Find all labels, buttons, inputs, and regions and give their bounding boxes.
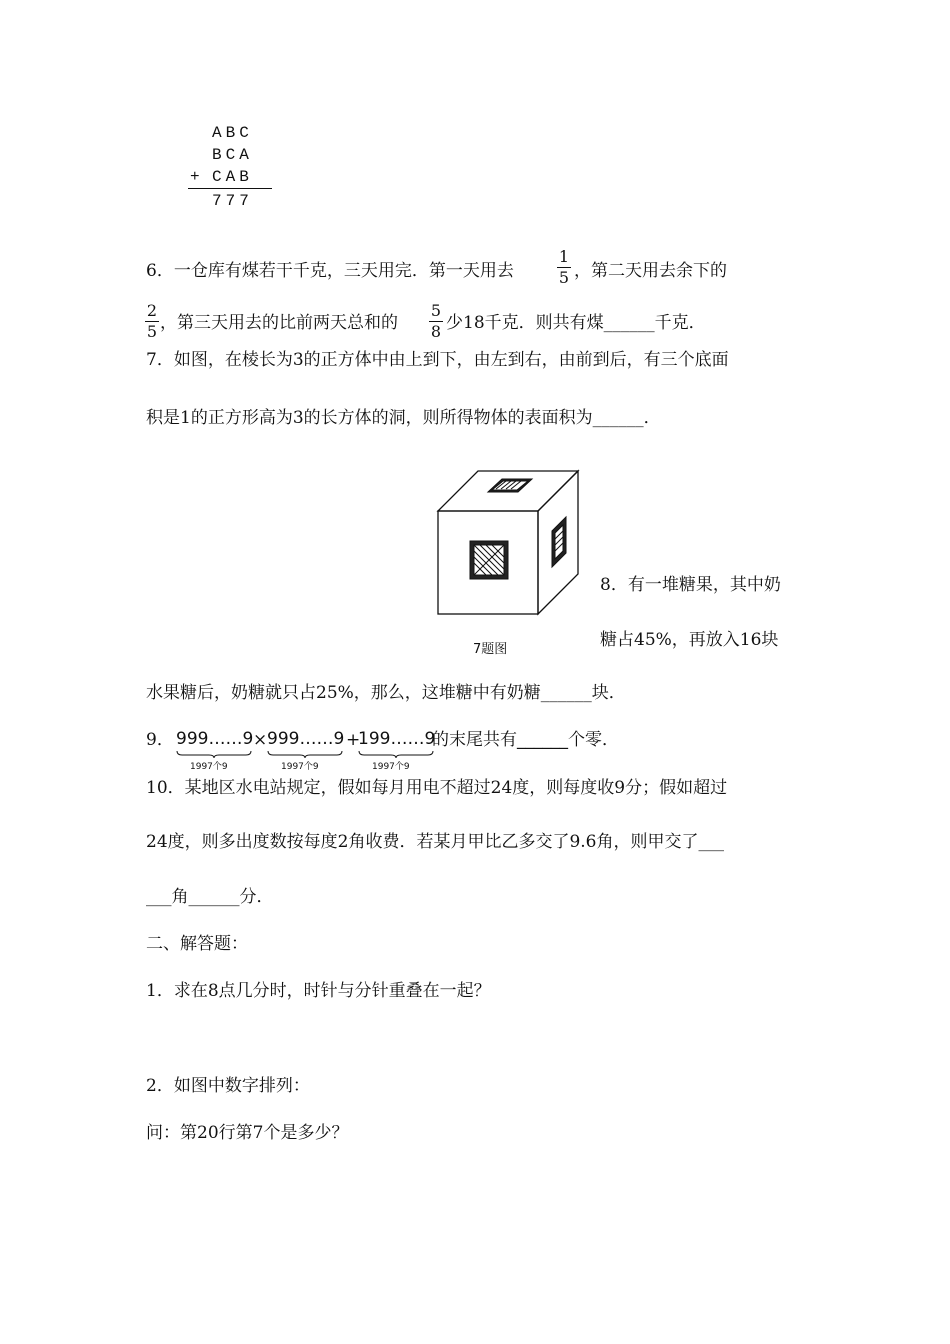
- q9-plus-sign: +: [346, 730, 361, 750]
- fraction-numerator: 5: [430, 301, 442, 320]
- q9-times-sign: ×: [253, 730, 268, 750]
- addition-sum: 777: [212, 192, 253, 210]
- q6-fraction-5-8: [429, 302, 443, 341]
- q9-term-2-digits: 999……9: [267, 729, 345, 749]
- q7-line2: 积是1的正方形高为3的长方体的洞，则所得物体的表面积为______．: [146, 408, 661, 428]
- addition-row-1: ABC: [212, 124, 253, 142]
- q9-term-2-brace-label: 1997个9: [281, 762, 319, 772]
- addition-plus-sign: +: [190, 168, 204, 186]
- q7-line1: 7．如图，在棱长为3的正方体中由上到下，由左到右，由前到后，有三个底面: [146, 350, 729, 370]
- q9-term-3-brace-label: 1997个9: [372, 762, 410, 772]
- fraction-numerator: 2: [146, 301, 158, 320]
- fraction-denominator: 5: [146, 322, 158, 341]
- section-2-heading: 二、解答题：: [146, 934, 248, 954]
- underbrace-icon: [267, 750, 343, 758]
- cube-right-hole: [552, 517, 566, 567]
- q9-suffix: 的末尾共有______个零．: [432, 730, 619, 750]
- q9-term-1: [176, 729, 254, 772]
- q6-line2-part1: ，第三天用去的比前两天总和的: [160, 313, 398, 333]
- q6-line1-part1: 6．一仓库有煤若干千克，三天用完．第一天用去: [146, 261, 514, 281]
- section-2-problem-1: 1．求在8点几分时，时针与分针重叠在一起？: [146, 981, 491, 1001]
- fraction-denominator: 8: [430, 322, 442, 341]
- fraction-numerator: 1: [558, 247, 570, 266]
- q9-term-1-brace-label: 1997个9: [190, 762, 228, 772]
- cube-front-hole: [470, 541, 508, 579]
- addition-sum-rule: [188, 188, 272, 189]
- cube-with-holes-figure: [430, 465, 600, 625]
- q6-line1-part2: ，第二天用去余下的: [574, 261, 727, 281]
- fraction-denominator: 5: [558, 268, 570, 287]
- section-2-problem-2: 2．如图中数字排列：: [146, 1076, 310, 1096]
- q9-term-2: [267, 729, 345, 772]
- q8-line2: 糖占45%，再放入16块: [600, 630, 779, 650]
- q6-line2-part2: 少18千克．则共有煤______千克．: [446, 313, 706, 333]
- section-2-problem-2-question: 问：第20行第7个是多少？: [146, 1123, 349, 1143]
- q10-line2: 24度，则多出度数按每度2角收费．若某月甲比乙多交了9.6角，则甲交了___: [146, 832, 724, 852]
- q8-line1: 8．有一堆糖果，其中奶: [600, 575, 781, 595]
- q9-term-3-digits: 199……9: [358, 729, 436, 749]
- q9-term-1-digits: 999……9: [176, 729, 254, 749]
- q9-term-3: [358, 729, 436, 772]
- q10-line3: ___角______分．: [146, 887, 274, 907]
- q8-line3: 水果糖后，奶糖就只占25%，那么，这堆糖中有奶糖______块．: [146, 683, 626, 703]
- q6-fraction-2-5: [145, 302, 159, 341]
- underbrace-icon: [176, 750, 252, 758]
- figure-7-caption: 7题图: [473, 642, 508, 657]
- cube-top-hole: [488, 479, 532, 492]
- underbrace-icon: [358, 750, 434, 758]
- addition-row-2: BCA: [212, 146, 253, 164]
- q6-fraction-1-5: [557, 248, 571, 287]
- q10-line1: 10．某地区水电站规定，假如每月用电不超过24度，则每度收9分；假如超过: [146, 778, 728, 798]
- addition-row-3: CAB: [212, 168, 253, 186]
- q9-prefix: 9．: [146, 730, 174, 750]
